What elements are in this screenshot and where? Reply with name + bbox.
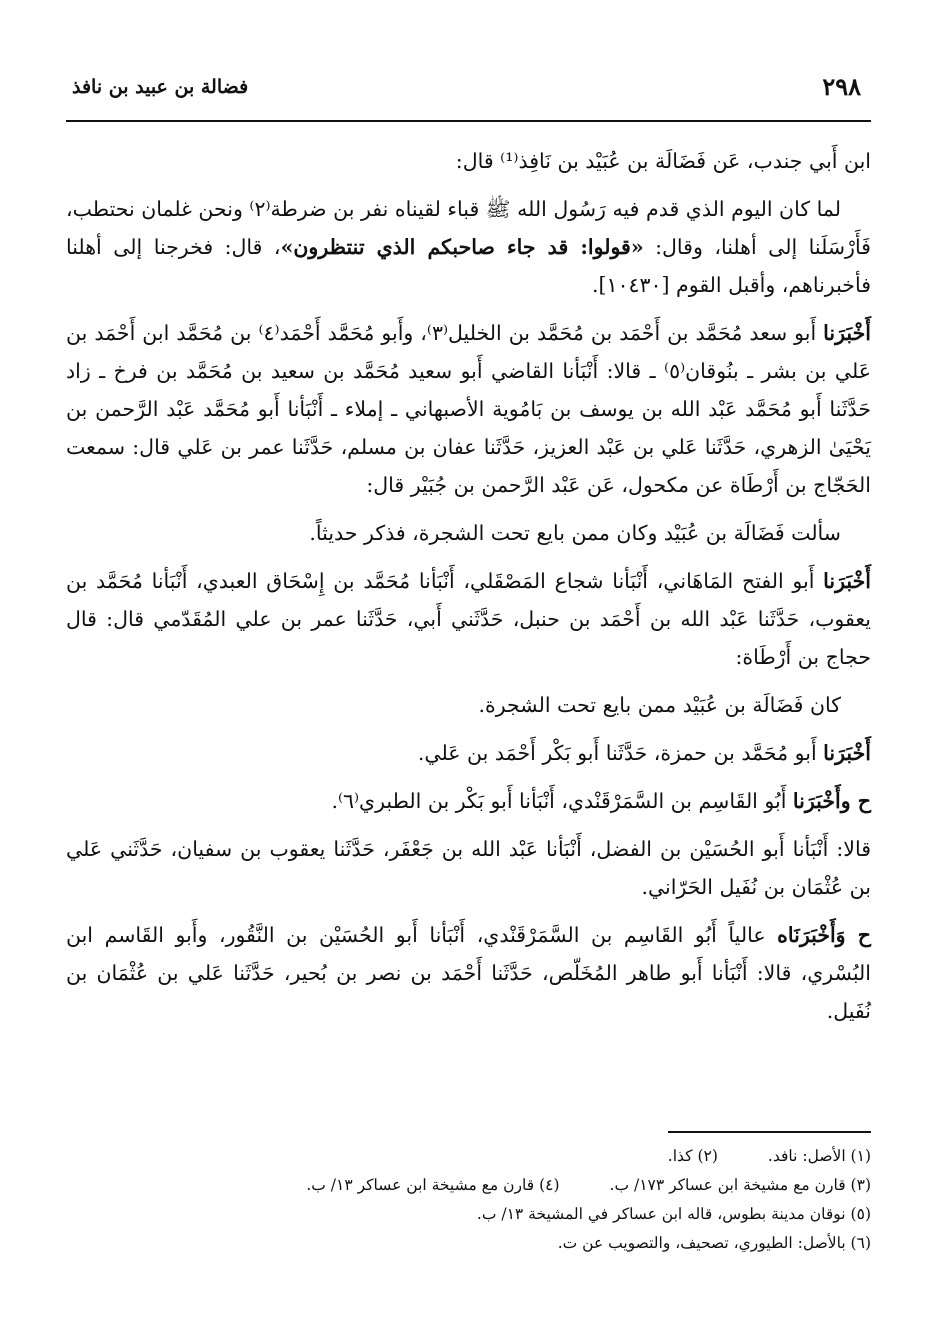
isnad-lead: ح وأَخْبَرَنا (792, 789, 871, 813)
paragraph-3-text: أَبو سعد مُحَمَّد بن أَحْمَد بن مُحَمَّد بن الخليل⁽٣⁾، وأَبو مُحَمَّد أَحْمَد⁽٤⁾ بن مُحَمَّد ابن أَحْمَد بن عَلي بن بشر ـ بنُوقان⁽٥⁾ ـ قالا: أَنْبَأنا القاضي أَبو سعيد مُحَمَّد بن سعيد بن مُحَمَّد بن فرخ ـ زاد حَدَّثَنا أَبو مُحَمَّد عَبْد الله بن يوسف بن بَامُوية الأصبهاني ـ إملاء ـ أَنْبَأنا أَبو مُحَمَّد عَبْد الرَّحمن بن يَحْيَىٰ الزهري، حَدَّثَنا عَلي بن عَبْد العزيز، حَدَّثَنا عفان بن مسلم، حَدَّثَنا عمر بن عَلي قال: سمعت الحَجّاج بن أَرْطَاة عن مكحول، عَن عَبْد الرَّحمن بن جُبَيْر قال: (66, 321, 871, 497)
paragraph-10 (66, 916, 871, 1030)
paragraph-10-text: عالياً أَبُو القَاسِم بن السَّمَرْقَنْدي، أَنْبَأنا أَبو الحُسَيْن بن النَّقُور، وأَبو القَاسم ابن البُسْري، قالا: أَنْبَأنا أَبو طاهر المُخَلّص، حَدَّثَنا أَحْمَد بن نصر بن بُحير، حَدَّثَنا عَلي بن عُثْمَان بن نُفَيل. (66, 923, 871, 1023)
paragraph-8-text: أَبُو القَاسِم بن السَّمَرْقَنْدي، أَنْبَأنا أَبو بَكْر بن الطبري⁽٦⁾. (331, 789, 793, 813)
paragraph-2 (66, 190, 871, 304)
page-header (66, 70, 871, 122)
isnad-lead: أَخْبَرَنا (823, 741, 871, 765)
footnote-row-2 (66, 1171, 871, 1200)
footnote-2: (٢) كذا. (667, 1147, 718, 1165)
paragraph-1-text: ابن أَبي جندب، عَن فَضَالَة بن عُبَيْد بن نَافِذ⁽¹⁾ قال: (455, 149, 871, 173)
footnote-3: (٣) قارن مع مشيخة ابن عساكر ١٧٣/ ب. (609, 1176, 871, 1194)
footnote-4: (٤) قارن مع مشيخة ابن عساكر ١٣/ ب. (306, 1176, 560, 1194)
paragraph-2-text: لما كان اليوم الذي قدم فيه رَسُول الله ﷺ قباء لقيناه نفر بن ضرطة⁽٢⁾ ونحن غلمان نحتطب، فَأَرْسَلَنا إلى أهلنا، وقال: (66, 197, 871, 259)
paragraph-7 (66, 734, 871, 772)
paragraph-6-text: كان فَضَالَة بن عُبَيْد ممن بايع تحت الشجرة. (478, 693, 841, 717)
paragraph-9-text: قالا: أَنْبَأنا أَبو الحُسَيْن بن الفضل، أَنْبَأنا عَبْد الله بن جَعْفَر، حَدَّثَنا يعقوب بن سفيان، حَدَّثَني عَلي بن عُثْمَان بن نُفَيل الحَرّاني. (66, 837, 871, 899)
footnote-1: (١) الأصل: نافد. (767, 1147, 871, 1165)
footnote-row-3 (66, 1200, 871, 1229)
page-number: ٢٩٨ (822, 72, 861, 101)
footnotes (66, 1142, 871, 1258)
footnote-row-4 (66, 1229, 871, 1258)
footnote-5: (٥) نوقان مدينة بطوس، قاله ابن عساكر في المشيخة ١٣/ ب. (476, 1205, 871, 1223)
footnote-6: (٦) بالأصل: الطيوري، تصحيف، والتصويب عن ت. (557, 1234, 871, 1252)
paragraph-7-text: أَبو مُحَمَّد بن حمزة، حَدَّثَنا أَبو بَكْر أَحْمَد بن عَلي. (417, 741, 824, 765)
paragraph-5 (66, 562, 871, 676)
paragraph-6 (66, 686, 871, 724)
paragraph-8 (66, 782, 871, 820)
paragraph-9 (66, 830, 871, 906)
paragraph-1 (66, 142, 871, 180)
footnote-divider (668, 1131, 871, 1133)
paragraph-4 (66, 514, 871, 552)
prophet-quote: «قولوا: قد جاء صاحبكم الذي تنتظرون» (280, 235, 644, 259)
main-text (66, 142, 871, 1040)
running-title: فضالة بن عبيد بن نافذ (72, 76, 249, 98)
paragraph-3 (66, 314, 871, 504)
isnad-lead: أَخْبَرَنا (823, 321, 871, 345)
isnad-lead: أَخْبَرَنا (823, 569, 871, 593)
isnad-lead: ح وَأَخْبَرَنَاه (777, 923, 871, 947)
paragraph-5-text: أَبو الفتح المَاهَاني، أَنْبَأنا شجاع المَصْقَلي، أَنْبَأنا مُحَمَّد بن إِسْحَاق العبدي، أَنْبَأنا مُحَمَّد بن يعقوب، حَدَّثَنا عَبْد الله بن أَحْمَد بن حنبل، حَدَّثَني أَبي، حَدَّثَنا عمر بن علي المُقَدّمي قال: قال حجاج بن أَرْطَاة: (66, 569, 871, 669)
paragraph-4-text: سألت فَضَالَة بن عُبَيْد وكان ممن بايع تحت الشجرة، فذكر حديثاً. (309, 521, 841, 545)
paragraph-2-end: ، قال: فخرجنا إلى أهلنا فأخبرناهم، وأقبل القوم [١٠٤٣٠]. (66, 235, 871, 297)
footnote-row-1 (66, 1142, 871, 1171)
